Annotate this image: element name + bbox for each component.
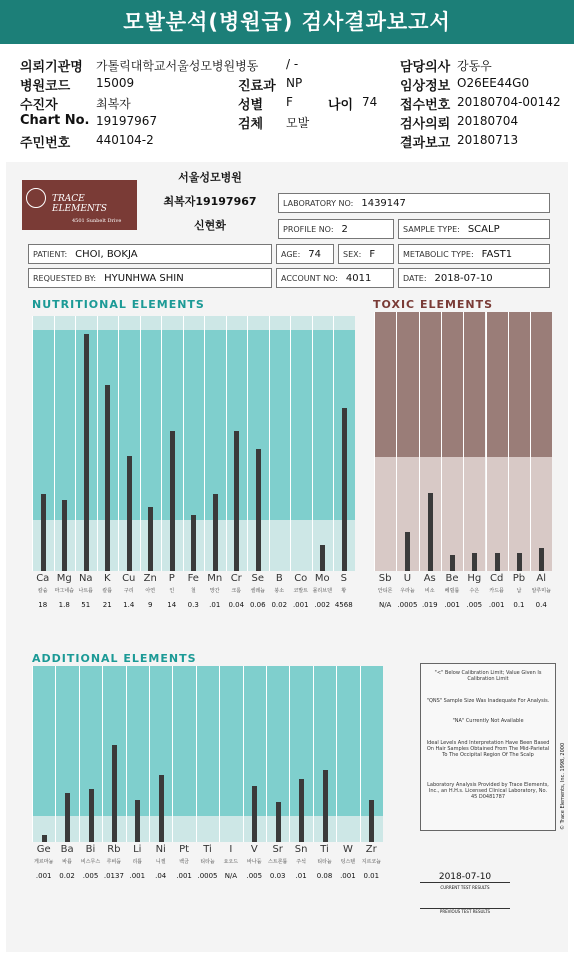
nutri-korean: 칼륨 <box>102 588 113 594</box>
nutri-bar <box>234 431 239 571</box>
sample-type-box: SAMPLE TYPE: SCALP <box>398 219 550 239</box>
value-report-date: 20180713 <box>457 133 519 147</box>
nutri-bar <box>170 431 175 571</box>
logo-name: TRACE ELEMENTS <box>52 194 107 214</box>
addl-korean: 백금 <box>179 859 189 865</box>
addl-value: .001 <box>176 872 192 880</box>
addl-value: .0005 <box>197 872 218 880</box>
nutri-symbol: Zn <box>143 573 157 584</box>
value-specimen: 모발 <box>286 116 310 130</box>
legend-qns: "QNS" Sample Size Was Inadequate For Analysis. <box>426 698 550 704</box>
value-hospital-code: 15009 <box>96 76 135 90</box>
value-chart: 19197967 <box>96 114 158 128</box>
addl-value: .04 <box>155 872 167 880</box>
toxic-symbol: Sb <box>378 573 392 584</box>
addl-symbol: Sn <box>294 844 308 855</box>
addl-korean: 게르마늄 <box>34 859 54 865</box>
report-title: 모발분석(병원급) 검사결과보고서 <box>0 0 574 44</box>
toxic-bar <box>472 553 477 571</box>
nutri-korean: 붕소 <box>274 588 285 594</box>
label-receipt: 접수번호 <box>400 98 451 113</box>
addl-korean: 루비듐 <box>106 859 122 865</box>
nutri-value: 4568 <box>334 601 353 609</box>
sample-stamp <box>150 166 270 238</box>
value-resident-no: 440104-2 <box>96 133 154 147</box>
lab-no-box: LABORATORY NO: 1439147 <box>278 193 550 213</box>
toxic-korean: 우라늄 <box>400 588 415 594</box>
nutri-value: 18 <box>38 601 48 609</box>
value-age: 74 <box>362 95 378 109</box>
toxic-value: N/A <box>378 601 392 609</box>
nutri-korean: 인 <box>169 588 175 594</box>
nutri-korean: 셀레늄 <box>250 588 265 594</box>
addl-value: .0137 <box>103 872 124 880</box>
nutri-reference-band <box>269 330 291 520</box>
globe-icon <box>26 188 46 208</box>
addl-korean: 바륨 <box>62 859 72 865</box>
label-sex: 성별 <box>238 98 264 113</box>
nutri-symbol: P <box>168 573 175 584</box>
trace-elements-logo <box>22 180 137 230</box>
addl-bar <box>65 793 70 842</box>
nutri-reference-band <box>54 330 76 520</box>
toxic-korean: 비소 <box>424 588 435 594</box>
requested-by-box: REQUESTED BY: HYUNHWA SHIN <box>28 268 272 288</box>
addl-bar <box>299 779 304 842</box>
legend-na: "NA" Currently Not Available <box>452 718 524 724</box>
nutri-korean: 칼슘 <box>37 588 48 594</box>
nutri-bar <box>213 494 218 571</box>
toxic-bar <box>517 553 522 571</box>
addl-symbol: Zr <box>365 844 377 855</box>
toxic-symbol: Hg <box>467 573 482 584</box>
toxic-value: 0.4 <box>535 601 547 609</box>
nutri-symbol: K <box>103 573 111 584</box>
nutri-symbol: Ca <box>36 573 50 584</box>
toxic-value: .005 <box>466 601 483 609</box>
nutri-reference-band <box>140 330 162 520</box>
stamp-hospital: 서울성모병원 <box>178 171 242 184</box>
addl-symbol: Rb <box>107 844 121 855</box>
addl-symbol: Li <box>133 844 142 855</box>
toxic-reference-band <box>374 312 396 457</box>
nutri-bar <box>191 515 196 571</box>
account-box: ACCOUNT NO: 4011 <box>276 268 394 288</box>
addl-value: .001 <box>35 872 52 880</box>
legend-laboratory: Laboratory Analysis Provided by Trace Elements, Inc., an H.H.s. Licensed Clinical Laboratory, No. 45 D0481787 <box>427 782 549 800</box>
nutri-korean: 몰리브덴 <box>312 588 332 594</box>
value-doctor: 강동우 <box>457 59 492 73</box>
addl-symbol: Ti <box>203 844 212 855</box>
nutri-symbol: Cu <box>122 573 136 584</box>
addl-korean: 리튬 <box>132 859 143 865</box>
nutri-value: 0.02 <box>271 601 288 609</box>
addl-bar <box>42 835 47 842</box>
nutri-korean: 구리 <box>123 588 134 594</box>
nutri-symbol: Mg <box>56 573 72 584</box>
addl-symbol: V <box>250 844 258 855</box>
addl-reference-band <box>336 666 359 816</box>
nutri-value: 51 <box>81 601 91 609</box>
current-label: CURRENT TEST RESULTS <box>440 885 490 890</box>
profile-box: PROFILE NO: 2 <box>278 219 394 239</box>
nutri-korean: 코발트 <box>293 588 308 594</box>
legend-box <box>420 663 556 831</box>
nutri-korean: 나트륨 <box>78 588 93 594</box>
addl-bar <box>252 786 257 842</box>
addl-korean: 지르코늄 <box>361 859 381 865</box>
toxic-korean: 납 <box>516 588 522 594</box>
nutri-value: .002 <box>314 601 331 609</box>
nutri-value: .01 <box>209 601 221 609</box>
addl-value: .01 <box>295 872 307 880</box>
nutritional-title: NUTRITIONAL ELEMENTS <box>32 298 205 311</box>
copyright: © Trace Elements, Inc. 1998, 2000 <box>560 742 566 830</box>
toxic-korean: 베릴륨 <box>444 588 460 594</box>
toxic-bar <box>428 493 433 571</box>
nutri-bar <box>41 494 46 571</box>
label-hospital-code: 병원코드 <box>20 79 71 94</box>
toxic-symbol: Cd <box>489 573 504 584</box>
toxic-bar <box>495 553 500 571</box>
addl-value: 0.08 <box>316 872 333 880</box>
addl-value: 0.03 <box>269 872 286 880</box>
nutri-value: 21 <box>102 601 112 609</box>
stamp-requester: 신현화 <box>194 219 226 232</box>
toxic-value: 0.1 <box>513 601 525 609</box>
addl-korean: 니켈 <box>155 859 166 865</box>
toxic-reference-band <box>441 312 463 457</box>
nutri-bar <box>148 507 153 571</box>
addl-bar <box>276 802 281 842</box>
nutri-value: 0.06 <box>249 601 266 609</box>
addl-symbol: W <box>342 844 353 855</box>
addl-korean: 주석 <box>296 859 306 865</box>
nutri-value: 0.3 <box>187 601 199 609</box>
value-receipt: 20180704-00142 <box>457 95 561 109</box>
legend-ideal-levels: Ideal Levels And Interpretation Have Been Based On Hair Samples Obtained From The Mid-Parietal To The Occipital Region Of The Scalp <box>426 740 550 758</box>
nutri-symbol: Cr <box>230 573 242 584</box>
addl-bar <box>159 775 164 842</box>
value-request-date: 20180704 <box>457 114 519 128</box>
addl-value: .001 <box>129 872 146 880</box>
toxic-symbol: Pb <box>512 573 526 584</box>
addl-reference-band <box>172 666 195 816</box>
addl-bar <box>112 745 117 842</box>
nutri-reference-band <box>32 330 54 520</box>
toxic-symbol: Al <box>536 573 547 584</box>
nutri-symbol: Se <box>251 573 264 584</box>
nutri-korean: 황 <box>341 588 347 594</box>
toxic-value: .001 <box>444 601 460 609</box>
nutri-value: 1.8 <box>58 601 70 609</box>
date-box: DATE: 2018-07-10 <box>398 268 550 288</box>
nutri-bar <box>62 500 67 571</box>
logo-address: 4501 Sunbelt Drive <box>72 218 122 224</box>
age-box: AGE: 74 <box>276 244 334 264</box>
value-patient: 최복자 <box>96 97 131 111</box>
addl-symbol: Bi <box>85 844 96 855</box>
addl-symbol: Ni <box>155 844 166 855</box>
label-institution: 의뢰기관명 <box>20 60 83 75</box>
addl-value: .005 <box>82 872 99 880</box>
toxic-reference-band <box>463 312 485 457</box>
value-department: NP <box>286 76 303 90</box>
nutri-korean: 아연 <box>145 588 156 594</box>
addl-value: 0.02 <box>59 872 75 880</box>
nutri-bar <box>84 334 89 571</box>
nutri-bar <box>127 456 132 571</box>
nutri-symbol: B <box>275 573 283 584</box>
label-clinical: 임상정보 <box>400 79 451 94</box>
toxic-reference-band <box>419 312 441 457</box>
addl-bar <box>135 800 140 842</box>
toxic-korean: 알루미늄 <box>531 588 551 594</box>
addl-symbol: Ge <box>36 844 51 855</box>
addl-korean: 티타늄 <box>200 859 215 865</box>
addl-symbol: I <box>229 844 233 855</box>
label-specimen: 검체 <box>238 117 264 132</box>
nutri-korean: 마그네슘 <box>54 588 74 594</box>
patient-info <box>0 50 574 150</box>
nutri-value: 14 <box>167 601 177 609</box>
toxic-bar <box>450 555 455 571</box>
nutri-value: 9 <box>148 601 153 609</box>
addl-bar <box>369 800 374 842</box>
toxic-korean: 카드뮴 <box>489 588 504 594</box>
addl-symbol: Ti <box>320 844 329 855</box>
addl-symbol: Sr <box>272 844 283 855</box>
nutri-bar <box>320 545 325 571</box>
nutri-korean: 망간 <box>209 588 220 594</box>
addl-reference-band <box>32 666 55 816</box>
value-clinical: O26EE44G0 <box>457 76 530 90</box>
addl-reference-band <box>219 666 242 816</box>
addl-symbol: Ba <box>60 844 74 855</box>
current-date: 2018-07-10 <box>420 872 510 883</box>
addl-value: N/A <box>224 872 238 880</box>
addl-value: 0.01 <box>363 872 380 880</box>
addl-value: .001 <box>340 872 356 880</box>
toxic-bar <box>539 548 544 571</box>
nutri-reference-band <box>290 330 312 520</box>
addl-korean: 요오드 <box>223 859 239 865</box>
nutri-symbol: Mo <box>314 573 330 584</box>
nutri-reference-band <box>204 330 226 520</box>
additional-title: ADDITIONAL ELEMENTS <box>32 652 197 665</box>
nutri-bar <box>342 408 347 571</box>
patient-box: PATIENT: CHOI, BOKJA <box>28 244 272 264</box>
toxic-reference-band <box>396 312 418 457</box>
label-report-date: 결과보고 <box>400 136 451 151</box>
toxic-symbol: U <box>403 573 412 584</box>
toxic-reference-band <box>486 312 508 457</box>
nutri-symbol: Fe <box>187 573 199 584</box>
nutri-value: 1.4 <box>123 601 135 609</box>
addl-value: .005 <box>246 872 263 880</box>
nutri-bar <box>105 385 110 571</box>
sex-box: SEX: F <box>338 244 394 264</box>
label-resident-no: 주민번호 <box>20 136 71 151</box>
value-institution: 가톨릭대학교서울성모병원병동 <box>96 59 259 73</box>
addl-korean: 바나듐 <box>247 859 262 865</box>
value-sex: F <box>286 95 293 109</box>
toxic-title: TOXIC ELEMENTS <box>373 298 494 311</box>
nutri-reference-band <box>312 330 334 520</box>
stamp-patient: 최복자19197967 <box>163 195 257 208</box>
addl-bar <box>89 789 94 842</box>
toxic-korean: 수은 <box>469 588 480 594</box>
addl-korean: 스트론튬 <box>268 859 288 865</box>
addl-bar <box>323 770 328 842</box>
nutri-symbol: Mn <box>207 573 223 584</box>
label-department: 진료과 <box>238 79 276 94</box>
nutri-value: 0.04 <box>228 601 245 609</box>
addl-korean: 텅스텐 <box>340 859 356 865</box>
addl-korean: 티타늄 <box>317 859 332 865</box>
toxic-value: .001 <box>488 601 505 609</box>
nutri-korean: 크롬 <box>231 588 242 594</box>
toxic-bar <box>405 532 410 571</box>
nutri-symbol: Na <box>78 573 93 584</box>
label-patient: 수진자 <box>20 98 58 113</box>
legend-below-limit: "<" Below Calibration Limit; Value Given Is Calibration Limit <box>434 670 542 682</box>
toxic-symbol: Be <box>445 573 459 584</box>
previous-label: PREVIOUS TEST RESULTS <box>420 908 510 914</box>
metabolic-box: METABOLIC TYPE: FAST1 <box>398 244 550 264</box>
nutri-korean: 철 <box>190 588 196 594</box>
addl-korean: 비스무스 <box>80 859 101 865</box>
toxic-reference-band <box>508 312 530 457</box>
nutri-value: .001 <box>292 601 309 609</box>
addl-symbol: Pt <box>179 844 190 855</box>
nutri-bar <box>256 449 261 571</box>
addl-reference-band <box>196 666 219 816</box>
label-doctor: 담당의사 <box>400 60 451 75</box>
toxic-symbol: As <box>423 573 436 584</box>
toxic-reference-band <box>530 312 552 457</box>
label-request-date: 검사의뢰 <box>400 117 451 132</box>
toxic-value: .0005 <box>397 601 418 609</box>
label-age: 나이 <box>328 98 354 113</box>
toxic-korean: 안티몬 <box>377 588 393 594</box>
toxic-value: .019 <box>421 601 438 609</box>
addl-reference-band <box>266 666 289 816</box>
addl-reference-band <box>360 666 383 816</box>
addl-reference-band <box>126 666 149 816</box>
label-chart: Chart No. <box>20 113 90 128</box>
nutri-symbol: S <box>340 573 347 584</box>
value-ward: / - <box>286 57 299 71</box>
nutri-reference-band <box>183 330 205 520</box>
nutri-symbol: Co <box>294 573 308 584</box>
